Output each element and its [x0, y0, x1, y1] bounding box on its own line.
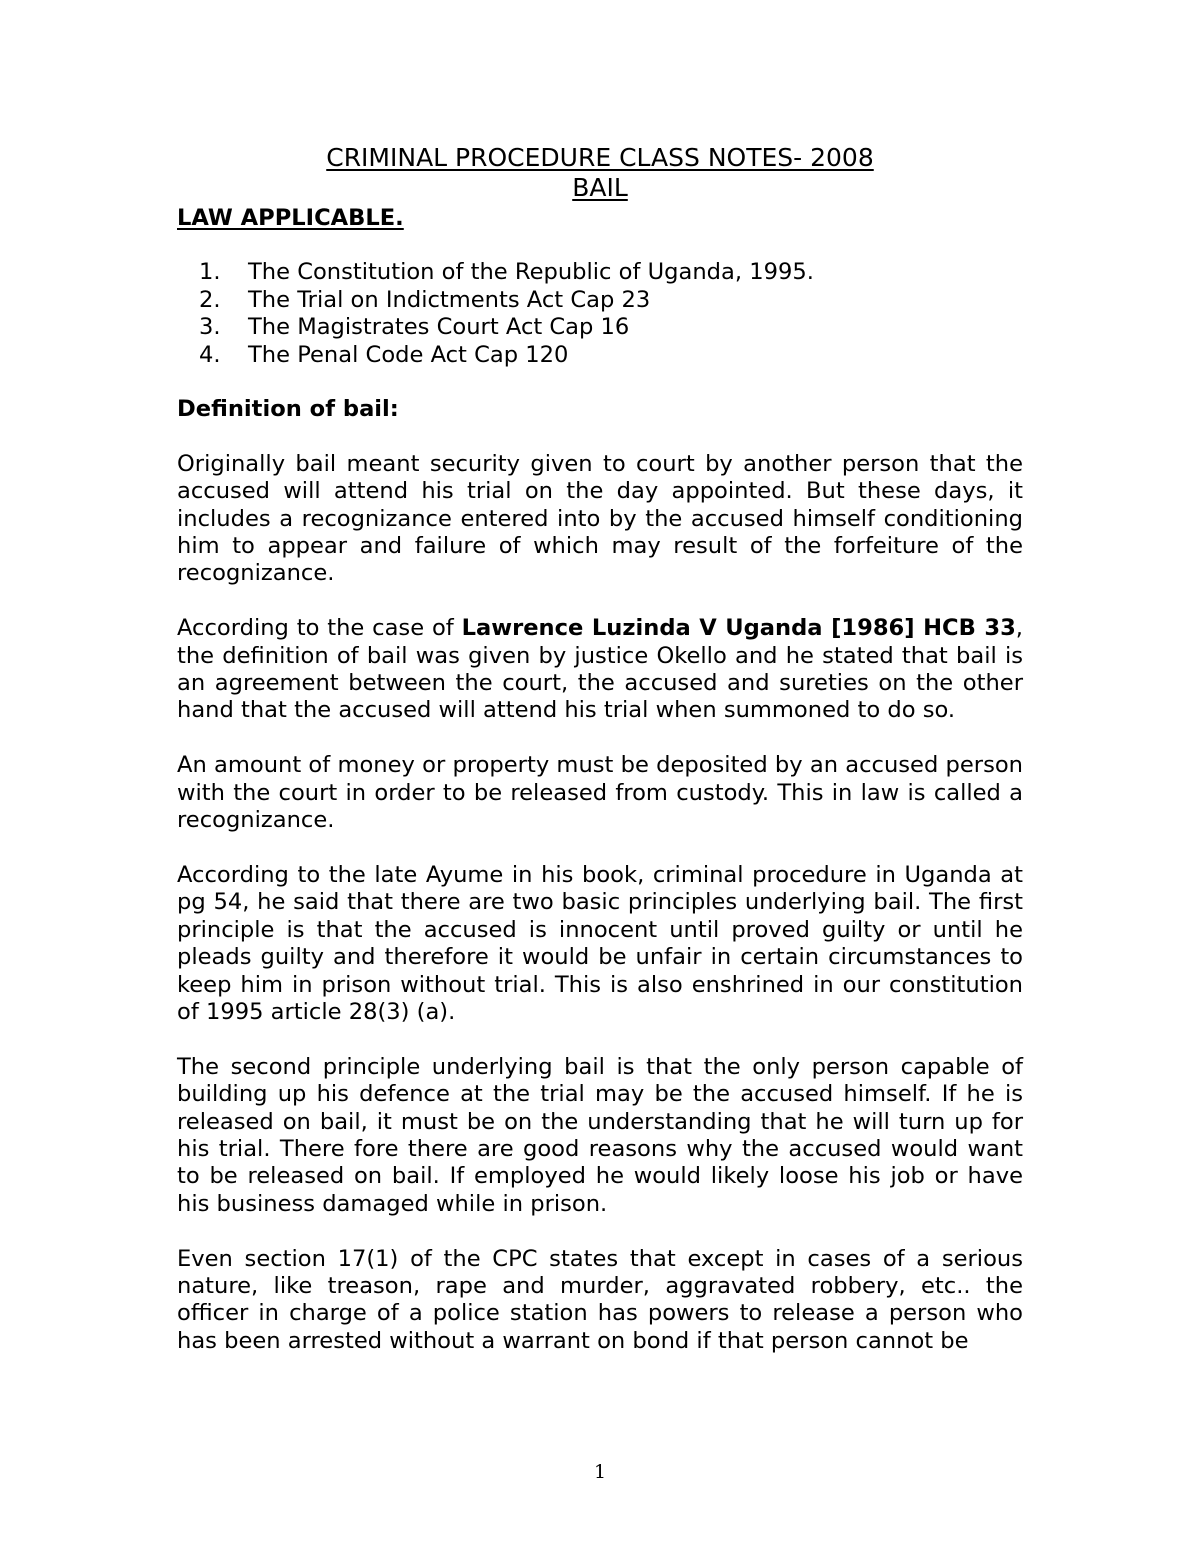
list-item-number: 4.	[199, 341, 221, 368]
list-item-text: The Magistrates Court Act Cap 16	[248, 314, 630, 341]
paragraph-original-meaning: Originally bail meant security given to court by another person that the accused will attend his trial on the day appointed. But these days, it includes a recognizance entered into by the accused himself conditioning him to appear and failure of which may result of the forfeiture of the recognizance.	[177, 450, 1023, 587]
list-item-text: The Constitution of the Republic of Uganda, 1995.	[248, 259, 814, 286]
paragraph-first-principle: According to the late Ayume in his book, criminal procedure in Uganda at pg 54, he said that there are two basic principles underlying bail. The first principle is that the accused is innocent until proved guilty or until he pleads guilty and therefore it would be unfair in certain circumstances to keep him in prison without trial. This is also enshrined in our constitution of 1995 article 28(3) (a).	[177, 861, 1023, 1025]
list-item	[177, 259, 1023, 286]
list-item-number: 2.	[199, 286, 221, 313]
page-number: 1	[593, 1461, 607, 1483]
definition-heading: Definition of bail:	[177, 396, 399, 423]
list-item	[177, 287, 1023, 314]
document-title: CRIMINAL PROCEDURE CLASS NOTES- 2008	[326, 143, 874, 172]
law-list	[177, 259, 1023, 369]
list-item-text: The Trial on Indictments Act Cap 23	[248, 286, 651, 313]
list-item-text: The Penal Code Act Cap 120	[248, 341, 569, 368]
paragraph-section-17: Even section 17(1) of the CPC states that except in cases of a serious nature, like treason, rape and murder, aggravated robbery, etc.. the officer in charge of a police station has powers to release a person who has been arrested without a warrant on bond if that person cannot be	[177, 1245, 1023, 1354]
document-body	[177, 205, 1023, 1383]
paragraph-second-principle: The second principle underlying bail is that the only person capable of building up his defence at the trial may be the accused himself. If he is released on bail, it must be on the understanding that he will turn up for his trial. There fore there are good reasons why the accused would want to be released on bail. If employed he would likely loose his job or have his business damaged while in prison.	[177, 1053, 1023, 1217]
list-item-number: 1.	[199, 259, 221, 286]
list-item	[177, 342, 1023, 369]
paragraph-case-definition	[177, 615, 1023, 725]
paragraph-text: , the definition of bail was given by justice Okello and he stated that bail is an agreement between the court, the accused and sureties on the other hand that the accused will attend his trial when summoned to do so.	[177, 615, 1023, 724]
list-item	[177, 314, 1023, 341]
document-subtitle: BAIL	[572, 173, 628, 202]
paragraph-recognizance: An amount of money or property must be deposited by an accused person with the court in order to be released from custody. This in law is called a recognizance.	[177, 752, 1023, 834]
paragraph-text: According to the case of	[177, 615, 462, 642]
list-item-number: 3.	[199, 314, 221, 341]
case-citation: Lawrence Luzinda V Uganda [1986] HCB 33	[461, 615, 1016, 642]
law-applicable-heading: LAW APPLICABLE.	[177, 205, 404, 231]
